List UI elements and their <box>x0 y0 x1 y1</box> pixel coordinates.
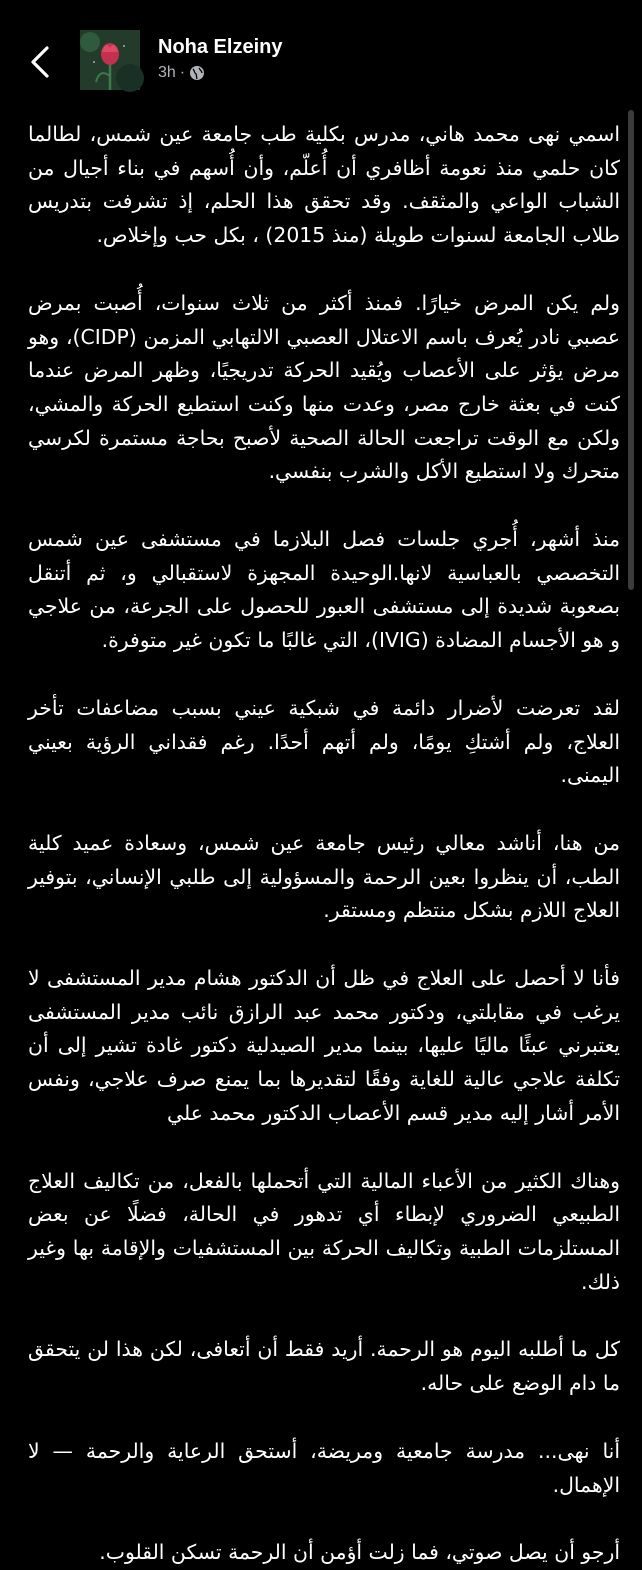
post-paragraph: أرجو أن يصل صوتي، فما زلت أؤمن أن الرحمة تسكن القلوب. <box>99 1540 620 1565</box>
post-paragraph: كل ما أطلبه اليوم هو الرحمة. أريد فقط أن أتعافى، لكن هذا لن يتحقق ما دام الوضع على حاله. <box>28 1337 620 1396</box>
avatar[interactable] <box>80 30 140 90</box>
post-paragraph: منذ أشهر، أُجري جلسات فصل البلازما في مستشفى عين شمس التخصصي بالعباسية لانها.الوحيدة المجهزة لاستقبالي و، ثم أتنقل بصعوبة شديدة إلى مستشفى العبور للحصول على الجرعة، من علاجي و هو الأجسام المضادة (IVIG)، التي غالبًا ما تكون غير متوفرة. <box>28 527 620 653</box>
back-button[interactable] <box>22 44 58 80</box>
meta-separator: · <box>179 64 186 81</box>
post-paragraph: وهناك الكثير من الأعباء المالية التي أتحملها بالفعل، من تكاليف العلاج الطبيعي الضروري لإبطاء أي تدهور في الحالة، فضلًا عن بعض المستلزمات الطبية وتكاليف الحركة بين المستشفيات والإقامة بها وغير ذلك. <box>28 1168 620 1294</box>
author-name[interactable]: Noha Elzeiny <box>158 36 283 58</box>
post-header <box>0 0 642 110</box>
post-meta <box>158 64 205 82</box>
post-paragraph: ولم يكن المرض خيارًا. فمنذ أكثر من ثلاث سنوات، أُصبت بمرض عصبي نادر يُعرف باسم الاعتلال العصبي الالتهابي المزمن (CIDP)، وهو مرض يؤثر على الأعصاب ويُقيد الحركة تدريجيًا، وظهر المرض عندما كنت في بعثة خارج مصر، وعدت منها وكنت استطيع الحركة والمشي، ولكن مع الوقت تراجعت الحالة الصحية لأصبح بحاجة مستمرة لكرسي متحرك ولا استطيع الأكل والشرب بنفسي. <box>28 290 620 484</box>
tulip-photo-icon <box>80 30 140 90</box>
post-paragraph: لقد تعرضت لأضرار دائمة في شبكية عيني بسبب مضاعفات تأخر العلاج، ولم أشتكِ يومًا، ولم أتهم أحدًا. رغم فقداني الرؤية بعيني اليمنى. <box>28 695 620 788</box>
chevron-left-icon <box>29 45 51 79</box>
post-time[interactable]: 3h <box>158 64 176 81</box>
post-body <box>28 118 620 1565</box>
post-paragraph: فأنا لا أحصل على العلاج في ظل أن الدكتور هشام مدير المستشفى لا يرغب في مقابلتي، ودكتور محمد عبد الرازق نائب مدير المستشفى يعتبرني عبئًا ماليًا عليها، بينما مدير الصيدلية دكتور غادة تشير إلى أن تكلفة علاجي عالية للغاية وفقًا لتقديرها بما يمنع صرف علاجي، ونفس الأمر أشار إليه مدير قسم الأعصاب الدكتور محمد علي <box>28 966 620 1125</box>
globe-icon <box>189 65 205 81</box>
post-paragraph: أنا نهى... مدرسة جامعية ومريضة، أستحق الرعاية والرحمة — لا الإهمال. <box>28 1438 620 1497</box>
post-paragraph: اسمي نهى محمد هاني، مدرس بكلية طب جامعة عين شمس، لطالما كان حلمي منذ نعومة أظافري أن أُعلّم، وأن أُسهم في بناء أجيال من الشباب الواعي والمثقف. وقد تحقق هذا الحلم، إذ تشرفت بتدريس طلاب الجامعة لسنوات طويلة (منذ 2015) ، بكل حب وإخلاص. <box>28 122 620 248</box>
post-paragraph: من هنا، أناشد معالي رئيس جامعة عين شمس، وسعادة عميد كلية الطب، أن ينظروا بعين الرحمة والمسؤولية إلى طلبي الإنساني، بتوفير العلاج اللازم بشكل منتظم ومستقر. <box>28 830 620 923</box>
scrollbar[interactable] <box>628 110 634 590</box>
